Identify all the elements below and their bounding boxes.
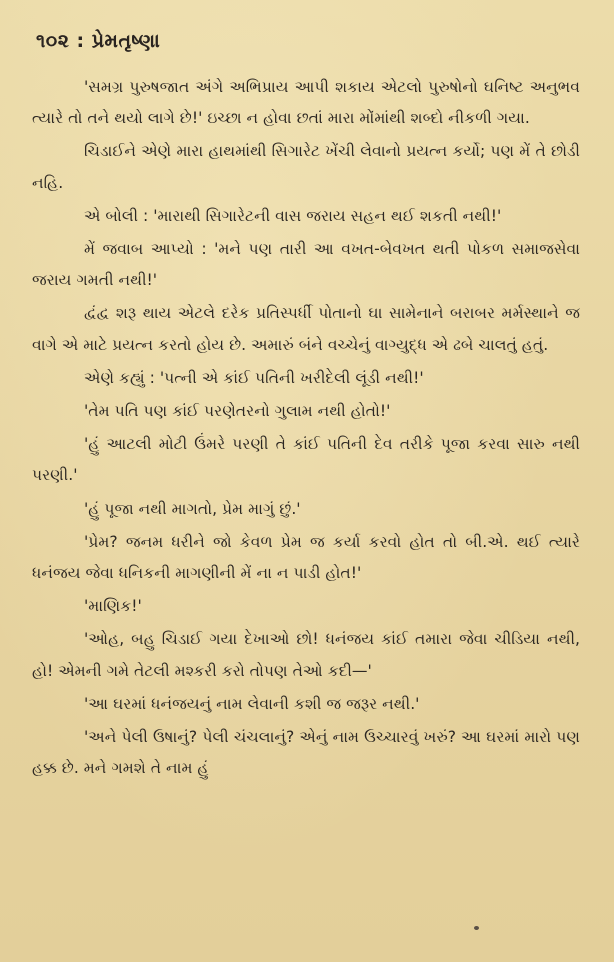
paragraph: 'સમગ્ર પુરુષજાત અંગે અભિપ્રાય આપી શકાય એટલો પુરુષોનો ઘનિષ્ટ અનુભવ ત્યારે તો તને થયો લાગે છે!' ઇચ્છા ન હોવા છતાં મારા મોંમાંથી શબ્દો નીકળી ગયા.: [32, 78, 580, 128]
paragraph: 'આ ઘરમાં ધનંજયનું નામ લેવાની કશી જ જરૂર નથી.': [84, 694, 420, 713]
page-header: ૧૦૨ : પ્રેમતૃષ્ણા: [36, 30, 161, 52]
paragraph: 'તેમ પતિ પણ કાંઈ પરણેતરનો ગુલામ નથી હોતો!': [84, 402, 391, 421]
paragraph: ચિડાઈને એણે મારા હાથમાંથી સિગારેટ ખેંચી લેવાનો પ્રયત્ન કર્યો; પણ મેં તે છોડી નહિ.: [32, 142, 580, 192]
paragraph: 'ઓહ, બહુ ચિડાઈ ગયા દેખાઓ છો! ધનંજય કાંઈ તમારા જેવા ચીડિયા નથી, હો! એમની ગમે તેટલી મશ્કરી કરો તોપણ તેઓ કદી—': [32, 630, 580, 680]
paragraph: 'માણિક!': [84, 597, 142, 616]
paragraph: 'અને પેલી ઉષાનું? પેલી ચંચલાનું? એનું નામ ઉચ્ચારવું ખરું? આ ઘરમાં મારો પણ હક્ક છે. મને ગમશે તે નામ હું: [32, 728, 580, 778]
paragraph: 'હું પૂજા નથી માગતો, પ્રેમ માગું છું.': [84, 499, 301, 518]
ink-speck: [474, 926, 479, 930]
paragraph: 'હું આટલી મોટી ઉંમરે પરણી તે કાંઈ પતિની દેવ તરીકે પૂજા કરવા સારુ નથી પરણી.': [32, 435, 580, 485]
paragraph: એણે કહ્યું : 'પત્ની એ કાંઈ પતિની ખરીદેલી લૂંડી નથી!': [84, 368, 424, 387]
page-body: [32, 72, 580, 786]
paragraph: દ્વંદ્વ શરૂ થાય એટલે દરેક પ્રતિસ્પર્ધી પોતાનો ઘા સામેનાને બરાબર મર્મસ્થાને જ વાગે એ માટે પ્રયત્ન કરતો હોય છે. અમારું બંને વચ્ચેનું વાગ્યુદ્ધ એ ઢબે ચાલતું હતું.: [32, 304, 580, 354]
paragraph: 'પ્રેમ? જનમ ધરીને જો કેવળ પ્રેમ જ કર્યા કરવો હોત તો બી.એ. થઈ ત્યારે ધનંજય જેવા ધનિકની માગણીની મેં ના ન પાડી હોત!': [32, 532, 580, 583]
paragraph: મેં જવાબ આપ્યો : 'મને પણ તારી આ વખત-બેવખત થતી પોકળ સમાજસેવા જરાય ગમતી નથી!': [32, 240, 580, 290]
paragraph: એ બોલી : 'મારાથી સિગારેટની વાસ જરાય સહન થઈ શકતી નથી!': [84, 206, 502, 225]
